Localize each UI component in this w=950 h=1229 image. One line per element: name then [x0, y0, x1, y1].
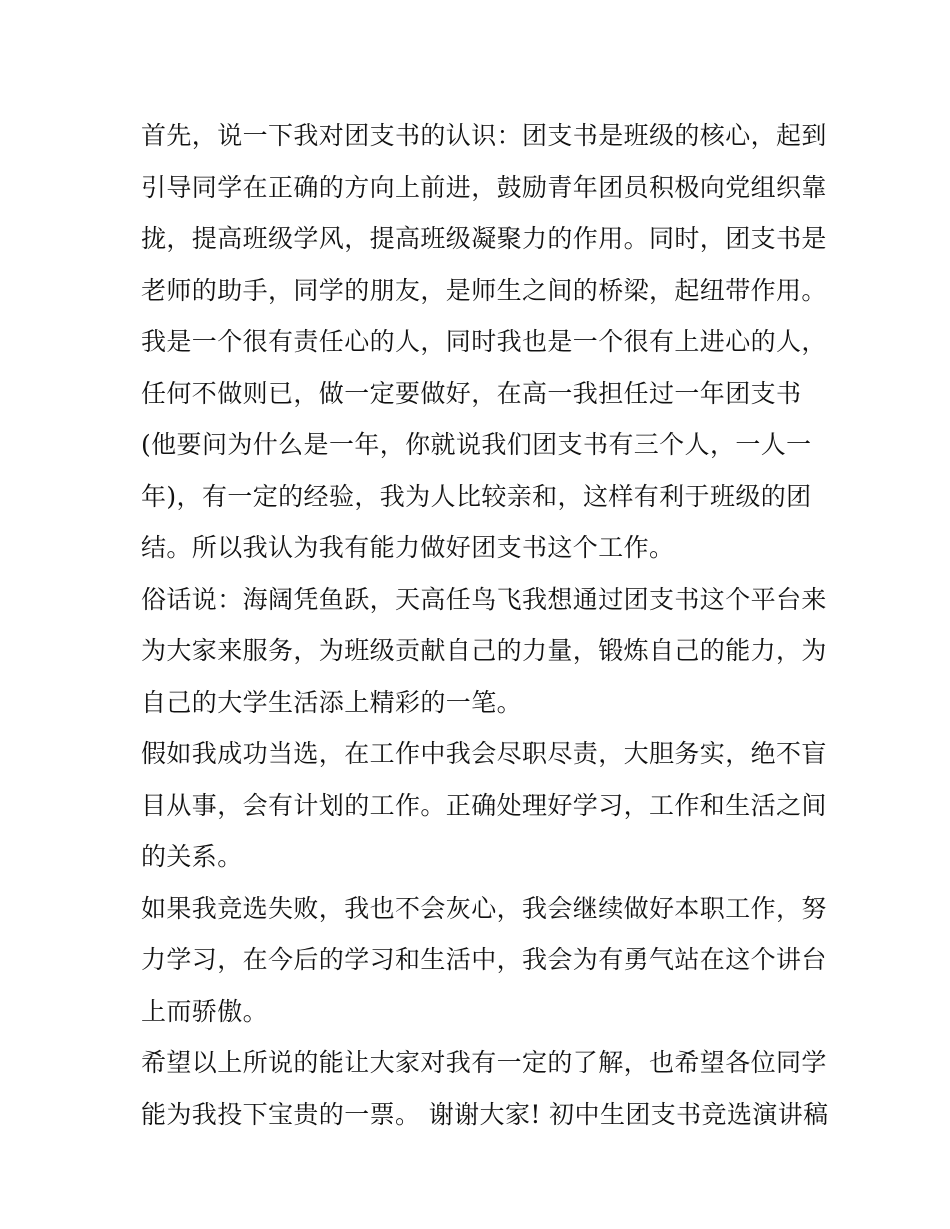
text-line: 希望以上所说的能让大家对我有一定的了解，也希望各位同学	[141, 1048, 827, 1077]
text-line: 拢，提高班级学风，提高班级凝聚力的作用。同时，团支书是	[141, 224, 827, 253]
text-line: (他要问为什么是一年，你就说我们团支书有三个人，一人一	[141, 430, 812, 459]
text-line: 首先，说一下我对团支书的认识：团支书是班级的核心，起到	[141, 121, 827, 150]
text-line: 的关系。	[141, 842, 243, 871]
text-line: 假如我成功当选，在工作中我会尽职尽责，大胆务实，绝不盲	[141, 739, 827, 768]
text-line: 为大家来服务，为班级贡献自己的力量，锻炼自己的能力，为	[141, 636, 827, 665]
text-line: 如果我竞选失败，我也不会灰心，我会继续做好本职工作，努	[141, 893, 827, 923]
text-line: 能为我投下宝贵的一票。 谢谢大家! 初中生团支书竞选演讲稿	[141, 1099, 829, 1129]
document-body	[141, 110, 829, 1140]
text-line: 自己的大学生活添上精彩的一笔。	[141, 687, 523, 717]
text-line: 任何不做则已，做一定要做好，在高一我担任过一年团支书	[141, 378, 802, 408]
text-line: 俗话说：海阔凭鱼跃，天高任鸟飞我想通过团支书这个平台来	[141, 584, 827, 614]
text-line: 引导同学在正确的方向上前进，鼓励青年团员积极向党组织靠	[141, 172, 827, 202]
text-line: 上而骄傲。	[141, 996, 269, 1026]
text-line: 目从事，会有计划的工作。正确处理好学习，工作和生活之间	[141, 790, 827, 820]
text-line: 我是一个很有责任心的人，同时我也是一个很有上进心的人，	[141, 327, 827, 356]
text-line: 力学习，在今后的学习和生活中，我会为有勇气站在这个讲台	[141, 945, 827, 974]
text-line: 年)，有一定的经验，我为人比较亲和，这样有利于班级的团	[141, 481, 812, 511]
text-line: 老师的助手，同学的朋友，是师生之间的桥梁，起纽带作用。	[141, 275, 827, 305]
text-line: 结。所以我认为我有能力做好团支书这个工作。	[141, 533, 675, 562]
